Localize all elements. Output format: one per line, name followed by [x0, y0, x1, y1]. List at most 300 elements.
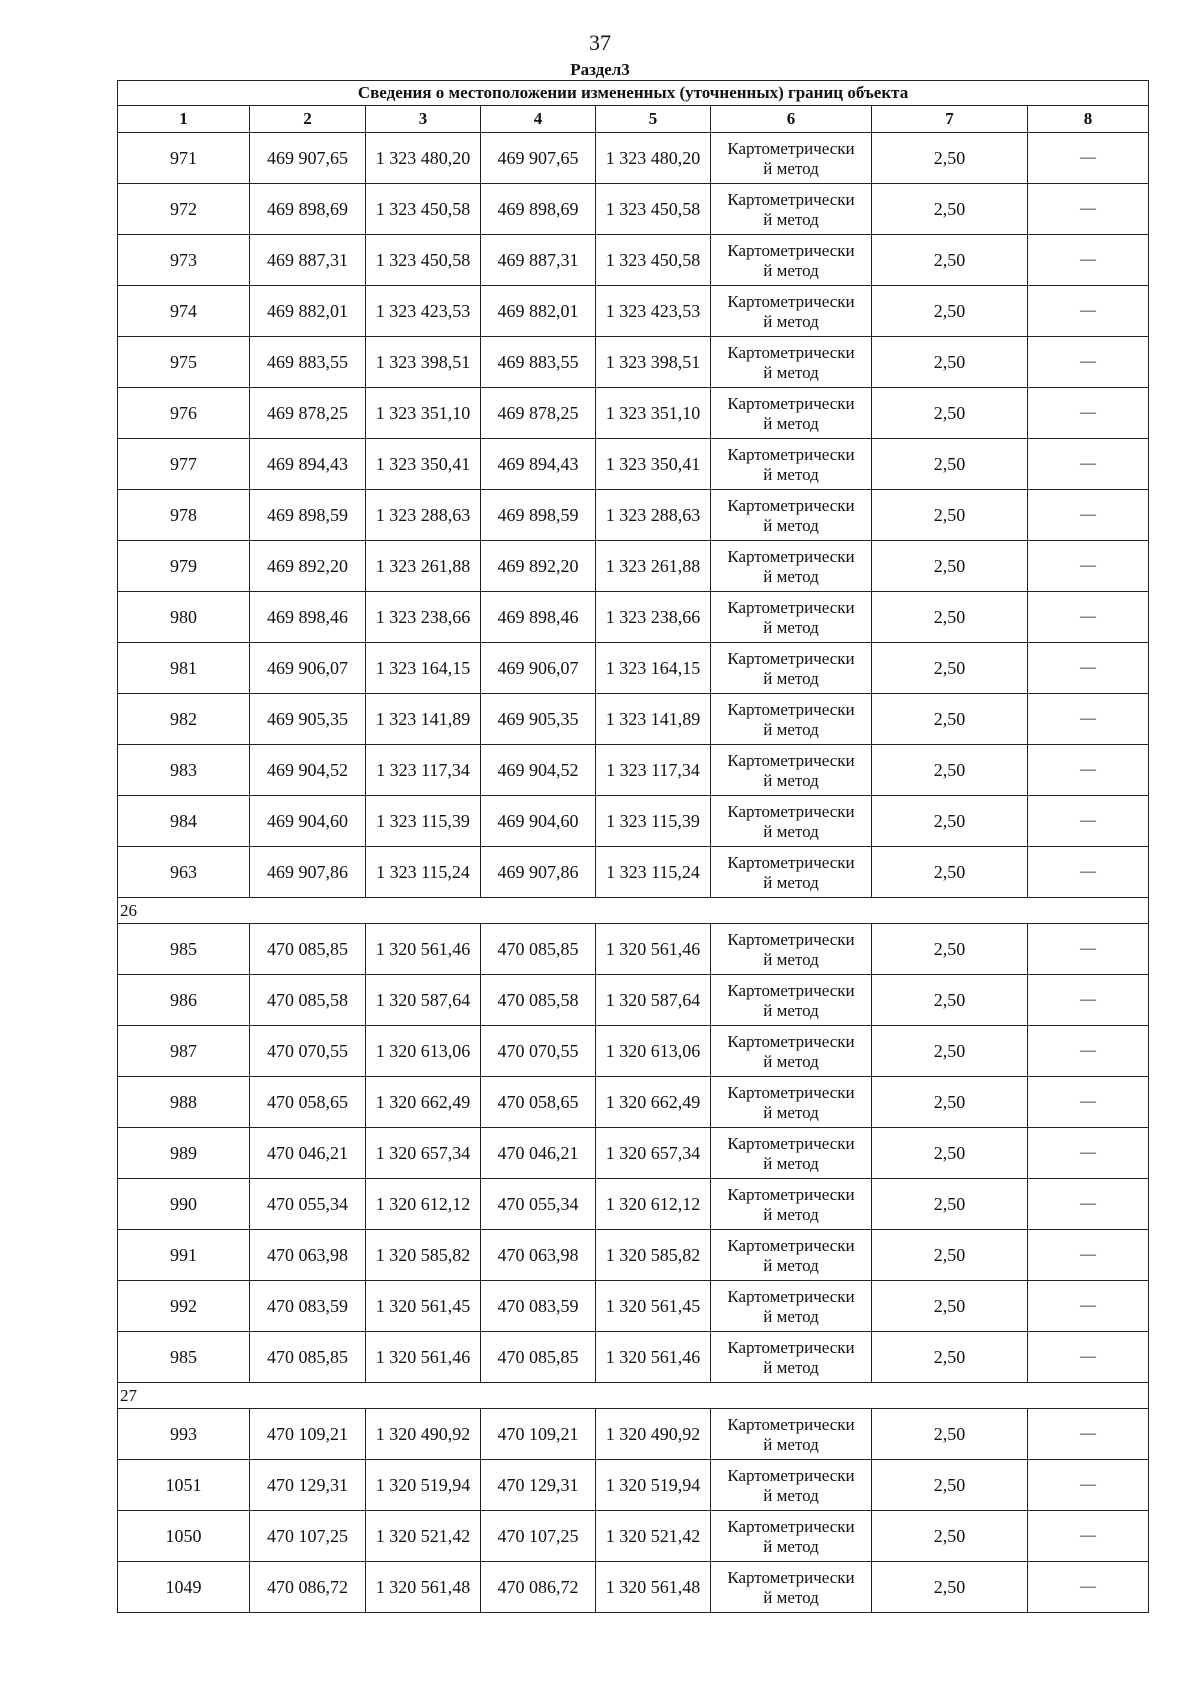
method-line2: й метод: [763, 1587, 819, 1607]
page-number: 37: [589, 30, 611, 55]
description-cell: —: [1028, 592, 1149, 643]
description-cell: —: [1028, 1230, 1149, 1281]
x-new-cell: 470 129,31: [481, 1460, 596, 1511]
x-new-cell: 470 063,98: [481, 1230, 596, 1281]
table-row: [118, 388, 1149, 439]
description-cell: —: [1028, 184, 1149, 235]
method-line1: Картометрически: [727, 1235, 855, 1255]
description-cell: —: [1028, 1511, 1149, 1562]
accuracy-cell: 2,50: [872, 1026, 1028, 1077]
y-new-cell: 1 323 351,10: [596, 388, 711, 439]
point-number-cell: 989: [118, 1128, 250, 1179]
accuracy-cell: 2,50: [872, 1332, 1028, 1383]
method-line2: й метод: [763, 1485, 819, 1505]
point-number-cell: 971: [118, 133, 250, 184]
method-cell: [711, 133, 872, 184]
table-row: [118, 1230, 1149, 1281]
x-old-cell: 469 898,59: [250, 490, 366, 541]
accuracy-cell: 2,50: [872, 1281, 1028, 1332]
point-number-cell: 992: [118, 1281, 250, 1332]
x-new-cell: 470 058,65: [481, 1077, 596, 1128]
point-number-cell: 979: [118, 541, 250, 592]
y-new-cell: 1 323 115,24: [596, 847, 711, 898]
x-new-cell: 470 085,85: [481, 1332, 596, 1383]
method-line1: Картометрически: [727, 1516, 855, 1536]
y-old-cell: 1 320 657,34: [366, 1128, 481, 1179]
method-cell: [711, 1026, 872, 1077]
accuracy-cell: 2,50: [872, 388, 1028, 439]
method-line1: Картометрически: [727, 1184, 855, 1204]
group-row: [118, 898, 1149, 924]
x-new-cell: 469 882,01: [481, 286, 596, 337]
y-old-cell: 1 323 115,24: [366, 847, 481, 898]
x-old-cell: 469 898,69: [250, 184, 366, 235]
y-new-cell: 1 323 450,58: [596, 184, 711, 235]
x-new-cell: 469 905,35: [481, 694, 596, 745]
accuracy-cell: 2,50: [872, 133, 1028, 184]
description-cell: —: [1028, 924, 1149, 975]
method-cell: [711, 337, 872, 388]
x-old-cell: 469 883,55: [250, 337, 366, 388]
method-cell: [711, 694, 872, 745]
accuracy-cell: 2,50: [872, 541, 1028, 592]
description-cell: —: [1028, 541, 1149, 592]
table-caption: Сведения о местоположении измененных (уточненных) границ объекта: [118, 81, 1149, 106]
accuracy-cell: 2,50: [872, 745, 1028, 796]
table-row: [118, 439, 1149, 490]
accuracy-cell: 2,50: [872, 1128, 1028, 1179]
y-old-cell: 1 323 398,51: [366, 337, 481, 388]
x-new-cell: 469 907,65: [481, 133, 596, 184]
accuracy-cell: 2,50: [872, 439, 1028, 490]
method-line1: Картометрически: [727, 852, 855, 872]
y-old-cell: 1 320 561,45: [366, 1281, 481, 1332]
column-header: 5: [596, 106, 711, 133]
description-cell: —: [1028, 490, 1149, 541]
point-number-cell: 1051: [118, 1460, 250, 1511]
method-line1: Картометрически: [727, 1031, 855, 1051]
column-header: 8: [1028, 106, 1149, 133]
accuracy-cell: 2,50: [872, 592, 1028, 643]
method-line2: й метод: [763, 1255, 819, 1275]
y-new-cell: 1 320 519,94: [596, 1460, 711, 1511]
description-cell: —: [1028, 847, 1149, 898]
description-cell: —: [1028, 1179, 1149, 1230]
x-new-cell: 469 904,52: [481, 745, 596, 796]
table-row: [118, 1128, 1149, 1179]
description-cell: —: [1028, 975, 1149, 1026]
x-new-cell: 469 898,69: [481, 184, 596, 235]
method-line2: й метод: [763, 1153, 819, 1173]
x-new-cell: 470 055,34: [481, 1179, 596, 1230]
description-cell: —: [1028, 1281, 1149, 1332]
method-line1: Картометрически: [727, 929, 855, 949]
method-line1: Картометрически: [727, 648, 855, 668]
x-old-cell: 470 063,98: [250, 1230, 366, 1281]
y-new-cell: 1 323 480,20: [596, 133, 711, 184]
point-number-cell: 980: [118, 592, 250, 643]
method-line2: й метод: [763, 515, 819, 535]
point-number-cell: 983: [118, 745, 250, 796]
point-number-cell: 1049: [118, 1562, 250, 1613]
x-old-cell: 470 070,55: [250, 1026, 366, 1077]
y-new-cell: 1 320 613,06: [596, 1026, 711, 1077]
x-old-cell: 470 129,31: [250, 1460, 366, 1511]
point-number-cell: 975: [118, 337, 250, 388]
x-new-cell: 470 070,55: [481, 1026, 596, 1077]
point-number-cell: 977: [118, 439, 250, 490]
table-row: [118, 1026, 1149, 1077]
method-line2: й метод: [763, 464, 819, 484]
y-new-cell: 1 323 350,41: [596, 439, 711, 490]
method-line2: й метод: [763, 668, 819, 688]
y-new-cell: 1 320 587,64: [596, 975, 711, 1026]
method-line1: Картометрически: [727, 240, 855, 260]
y-old-cell: 1 320 612,12: [366, 1179, 481, 1230]
description-cell: —: [1028, 1077, 1149, 1128]
method-line1: Картометрически: [727, 597, 855, 617]
accuracy-cell: 2,50: [872, 1409, 1028, 1460]
y-old-cell: 1 323 350,41: [366, 439, 481, 490]
method-cell: [711, 1409, 872, 1460]
y-old-cell: 1 320 561,48: [366, 1562, 481, 1613]
y-old-cell: 1 320 561,46: [366, 924, 481, 975]
table-row: [118, 1332, 1149, 1383]
method-cell: [711, 439, 872, 490]
table-row: [118, 1511, 1149, 1562]
method-cell: [711, 1281, 872, 1332]
y-old-cell: 1 320 519,94: [366, 1460, 481, 1511]
accuracy-cell: 2,50: [872, 1562, 1028, 1613]
method-line2: й метод: [763, 719, 819, 739]
method-line2: й метод: [763, 1000, 819, 1020]
method-cell: [711, 796, 872, 847]
method-cell: [711, 184, 872, 235]
table-row: [118, 235, 1149, 286]
y-new-cell: 1 320 585,82: [596, 1230, 711, 1281]
table-row: [118, 975, 1149, 1026]
method-line1: Картометрически: [727, 1082, 855, 1102]
boundary-table: [117, 80, 1149, 1613]
y-old-cell: 1 323 117,34: [366, 745, 481, 796]
y-new-cell: 1 320 662,49: [596, 1077, 711, 1128]
table-row: [118, 1179, 1149, 1230]
table-row: [118, 1562, 1149, 1613]
y-new-cell: 1 320 561,45: [596, 1281, 711, 1332]
method-cell: [711, 1511, 872, 1562]
method-line2: й метод: [763, 413, 819, 433]
method-line1: Картометрически: [727, 495, 855, 515]
y-new-cell: 1 323 450,58: [596, 235, 711, 286]
method-line2: й метод: [763, 566, 819, 586]
method-line1: Картометрически: [727, 291, 855, 311]
column-header: 7: [872, 106, 1028, 133]
description-cell: —: [1028, 1026, 1149, 1077]
point-number-cell: 976: [118, 388, 250, 439]
method-cell: [711, 1230, 872, 1281]
method-line2: й метод: [763, 1204, 819, 1224]
x-new-cell: 470 109,21: [481, 1409, 596, 1460]
table-row: [118, 1281, 1149, 1332]
group-label: 27: [118, 1383, 1149, 1409]
x-old-cell: 469 907,86: [250, 847, 366, 898]
y-old-cell: 1 323 238,66: [366, 592, 481, 643]
point-number-cell: 981: [118, 643, 250, 694]
accuracy-cell: 2,50: [872, 286, 1028, 337]
point-number-cell: 991: [118, 1230, 250, 1281]
description-cell: —: [1028, 286, 1149, 337]
method-line2: й метод: [763, 260, 819, 280]
method-line2: й метод: [763, 617, 819, 637]
method-line1: Картометрически: [727, 393, 855, 413]
column-number-row: [118, 106, 1149, 133]
description-cell: —: [1028, 745, 1149, 796]
x-new-cell: 470 083,59: [481, 1281, 596, 1332]
group-row: [118, 1383, 1149, 1409]
x-new-cell: 469 878,25: [481, 388, 596, 439]
table-row: [118, 847, 1149, 898]
method-cell: [711, 1179, 872, 1230]
y-old-cell: 1 320 613,06: [366, 1026, 481, 1077]
y-new-cell: 1 323 238,66: [596, 592, 711, 643]
method-line1: Картометрически: [727, 189, 855, 209]
method-line2: й метод: [763, 209, 819, 229]
x-old-cell: 469 878,25: [250, 388, 366, 439]
table-row: [118, 1460, 1149, 1511]
method-cell: [711, 1460, 872, 1511]
method-cell: [711, 235, 872, 286]
method-line1: Картометрически: [727, 138, 855, 158]
y-new-cell: 1 320 561,48: [596, 1562, 711, 1613]
method-line1: Картометрически: [727, 1414, 855, 1434]
method-line1: Картометрически: [727, 444, 855, 464]
x-old-cell: 470 109,21: [250, 1409, 366, 1460]
method-line2: й метод: [763, 1102, 819, 1122]
table-row: [118, 745, 1149, 796]
y-new-cell: 1 320 561,46: [596, 924, 711, 975]
method-cell: [711, 1562, 872, 1613]
method-line1: Картометрически: [727, 699, 855, 719]
column-header: 3: [366, 106, 481, 133]
method-line2: й метод: [763, 1306, 819, 1326]
x-old-cell: 469 904,52: [250, 745, 366, 796]
x-new-cell: 470 085,58: [481, 975, 596, 1026]
y-new-cell: 1 323 261,88: [596, 541, 711, 592]
accuracy-cell: 2,50: [872, 1179, 1028, 1230]
x-new-cell: 469 887,31: [481, 235, 596, 286]
description-cell: —: [1028, 694, 1149, 745]
table-row: [118, 337, 1149, 388]
y-new-cell: 1 323 288,63: [596, 490, 711, 541]
y-new-cell: 1 323 398,51: [596, 337, 711, 388]
x-old-cell: 469 898,46: [250, 592, 366, 643]
column-header: 1: [118, 106, 250, 133]
y-new-cell: 1 320 612,12: [596, 1179, 711, 1230]
description-cell: —: [1028, 439, 1149, 490]
x-old-cell: 469 907,65: [250, 133, 366, 184]
method-line2: й метод: [763, 770, 819, 790]
table-row: [118, 541, 1149, 592]
description-cell: —: [1028, 388, 1149, 439]
y-old-cell: 1 323 261,88: [366, 541, 481, 592]
method-cell: [711, 975, 872, 1026]
point-number-cell: 985: [118, 1332, 250, 1383]
method-line2: й метод: [763, 158, 819, 178]
point-number-cell: 972: [118, 184, 250, 235]
description-cell: —: [1028, 1332, 1149, 1383]
method-line2: й метод: [763, 1357, 819, 1377]
y-new-cell: 1 323 423,53: [596, 286, 711, 337]
x-old-cell: 470 085,58: [250, 975, 366, 1026]
table-body: [118, 133, 1149, 1613]
x-new-cell: 470 046,21: [481, 1128, 596, 1179]
y-old-cell: 1 323 115,39: [366, 796, 481, 847]
method-cell: [711, 1128, 872, 1179]
point-number-cell: 963: [118, 847, 250, 898]
x-old-cell: 469 894,43: [250, 439, 366, 490]
x-new-cell: 469 904,60: [481, 796, 596, 847]
x-old-cell: 470 083,59: [250, 1281, 366, 1332]
accuracy-cell: 2,50: [872, 1230, 1028, 1281]
method-line2: й метод: [763, 821, 819, 841]
description-cell: —: [1028, 235, 1149, 286]
table-row: [118, 286, 1149, 337]
y-new-cell: 1 323 164,15: [596, 643, 711, 694]
method-cell: [711, 847, 872, 898]
description-cell: —: [1028, 1562, 1149, 1613]
x-new-cell: 470 085,85: [481, 924, 596, 975]
x-old-cell: 469 892,20: [250, 541, 366, 592]
method-line2: й метод: [763, 1536, 819, 1556]
method-cell: [711, 1077, 872, 1128]
point-number-cell: 984: [118, 796, 250, 847]
description-cell: —: [1028, 796, 1149, 847]
point-number-cell: 982: [118, 694, 250, 745]
point-number-cell: 988: [118, 1077, 250, 1128]
point-number-cell: 987: [118, 1026, 250, 1077]
table-row: [118, 1077, 1149, 1128]
description-cell: —: [1028, 1128, 1149, 1179]
column-header: 6: [711, 106, 872, 133]
x-old-cell: 469 887,31: [250, 235, 366, 286]
table-row: [118, 1409, 1149, 1460]
accuracy-cell: 2,50: [872, 337, 1028, 388]
accuracy-cell: 2,50: [872, 1460, 1028, 1511]
column-header: 2: [250, 106, 366, 133]
x-new-cell: 469 883,55: [481, 337, 596, 388]
method-line1: Картометрически: [727, 1465, 855, 1485]
x-old-cell: 469 906,07: [250, 643, 366, 694]
accuracy-cell: 2,50: [872, 235, 1028, 286]
y-old-cell: 1 323 164,15: [366, 643, 481, 694]
point-number-cell: 973: [118, 235, 250, 286]
point-number-cell: 974: [118, 286, 250, 337]
method-cell: [711, 924, 872, 975]
description-cell: —: [1028, 133, 1149, 184]
x-new-cell: 470 107,25: [481, 1511, 596, 1562]
y-old-cell: 1 323 141,89: [366, 694, 481, 745]
x-old-cell: 469 905,35: [250, 694, 366, 745]
method-cell: [711, 388, 872, 439]
x-old-cell: 470 086,72: [250, 1562, 366, 1613]
description-cell: —: [1028, 1460, 1149, 1511]
x-new-cell: 469 898,59: [481, 490, 596, 541]
group-label: 26: [118, 898, 1149, 924]
x-new-cell: 469 898,46: [481, 592, 596, 643]
x-new-cell: 469 907,86: [481, 847, 596, 898]
table-row: [118, 184, 1149, 235]
x-old-cell: 470 058,65: [250, 1077, 366, 1128]
y-new-cell: 1 320 657,34: [596, 1128, 711, 1179]
point-number-cell: 985: [118, 924, 250, 975]
section-title: Раздел3: [570, 60, 630, 79]
table-row: [118, 796, 1149, 847]
y-new-cell: 1 323 115,39: [596, 796, 711, 847]
table-row: [118, 643, 1149, 694]
accuracy-cell: 2,50: [872, 924, 1028, 975]
description-cell: —: [1028, 337, 1149, 388]
x-old-cell: 469 882,01: [250, 286, 366, 337]
method-cell: [711, 541, 872, 592]
table-row: [118, 924, 1149, 975]
accuracy-cell: 2,50: [872, 796, 1028, 847]
y-old-cell: 1 320 585,82: [366, 1230, 481, 1281]
x-new-cell: 470 086,72: [481, 1562, 596, 1613]
method-cell: [711, 592, 872, 643]
method-line1: Картометрически: [727, 750, 855, 770]
method-line1: Картометрически: [727, 801, 855, 821]
y-new-cell: 1 320 521,42: [596, 1511, 711, 1562]
method-line2: й метод: [763, 949, 819, 969]
y-old-cell: 1 323 351,10: [366, 388, 481, 439]
y-new-cell: 1 323 141,89: [596, 694, 711, 745]
method-line2: й метод: [763, 1051, 819, 1071]
point-number-cell: 990: [118, 1179, 250, 1230]
method-line2: й метод: [763, 1434, 819, 1454]
accuracy-cell: 2,50: [872, 975, 1028, 1026]
point-number-cell: 986: [118, 975, 250, 1026]
method-line1: Картометрически: [727, 1337, 855, 1357]
y-new-cell: 1 320 561,46: [596, 1332, 711, 1383]
accuracy-cell: 2,50: [872, 694, 1028, 745]
table-row: [118, 490, 1149, 541]
x-old-cell: 470 085,85: [250, 924, 366, 975]
x-new-cell: 469 892,20: [481, 541, 596, 592]
method-line1: Картометрически: [727, 1286, 855, 1306]
x-new-cell: 469 894,43: [481, 439, 596, 490]
accuracy-cell: 2,50: [872, 184, 1028, 235]
y-new-cell: 1 320 490,92: [596, 1409, 711, 1460]
x-old-cell: 470 085,85: [250, 1332, 366, 1383]
point-number-cell: 978: [118, 490, 250, 541]
method-cell: [711, 490, 872, 541]
accuracy-cell: 2,50: [872, 1511, 1028, 1562]
y-old-cell: 1 320 490,92: [366, 1409, 481, 1460]
method-line1: Картометрически: [727, 1567, 855, 1587]
y-old-cell: 1 323 288,63: [366, 490, 481, 541]
description-cell: —: [1028, 643, 1149, 694]
method-cell: [711, 286, 872, 337]
method-cell: [711, 745, 872, 796]
method-line1: Картометрически: [727, 342, 855, 362]
point-number-cell: 1050: [118, 1511, 250, 1562]
method-line1: Картометрически: [727, 980, 855, 1000]
y-old-cell: 1 323 480,20: [366, 133, 481, 184]
table-row: [118, 592, 1149, 643]
y-old-cell: 1 320 587,64: [366, 975, 481, 1026]
method-line2: й метод: [763, 311, 819, 331]
y-old-cell: 1 323 450,58: [366, 184, 481, 235]
